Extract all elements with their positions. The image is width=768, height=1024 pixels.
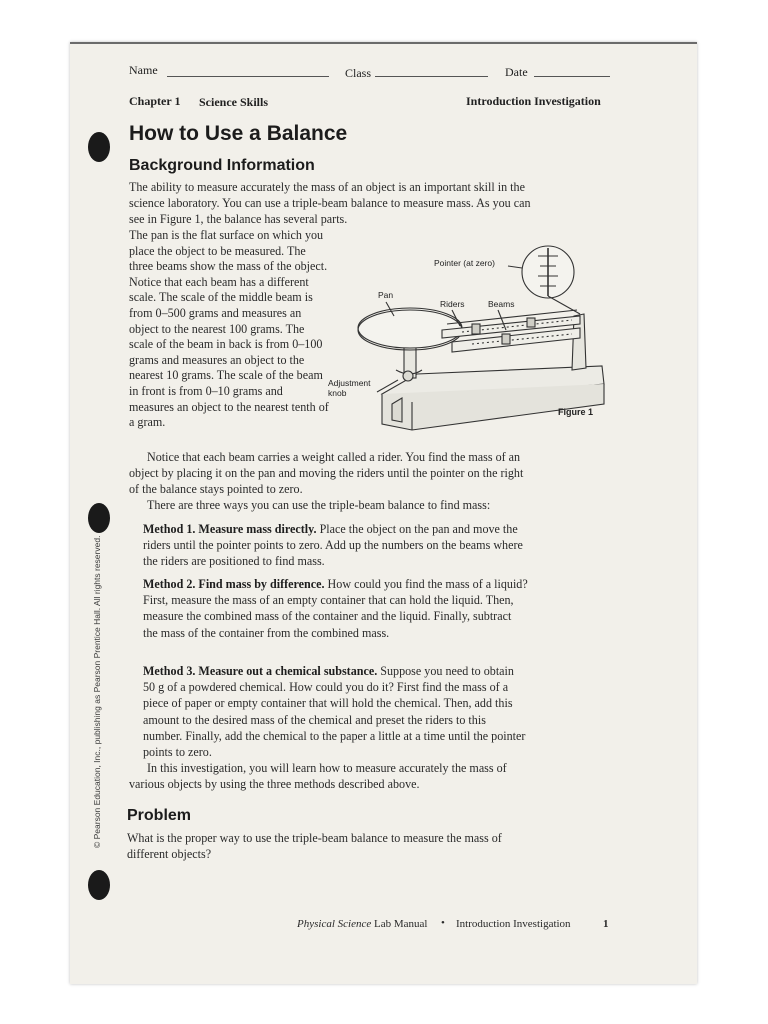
date-label: Date (505, 65, 528, 79)
binder-hole (88, 870, 110, 900)
balance-figure (322, 244, 612, 436)
binder-hole (88, 503, 110, 533)
pan-label: Pan (378, 290, 394, 300)
knob-label-line2: knob (328, 388, 347, 398)
knob-label-line1: Adjustment (328, 378, 371, 388)
closing-paragraph: In this investigation, you will learn how to measure accurately the mass of various objects by using the three methods described above. (129, 761, 507, 792)
scales-paragraph: The pan is the flat surface on which you place the object to be measured. The three beams show the mass of the object. Notice that each beam has a different scale. The scale of the middle beam is from 0–500 grams and measures an object to the nearest 100 grams. The scale of the beam in back is from 0–100 grams and measures an object to the nearest 10 grams. The scale of the beam in front is from 0–10 grams and measures an object to the nearest tenth of a gram. (129, 228, 329, 430)
footer-book: Physical Science (297, 918, 372, 930)
name-label: Name (129, 63, 158, 77)
figure-caption: Figure 1 (558, 407, 594, 417)
beams-label: Beams (488, 299, 515, 309)
date-field[interactable] (534, 76, 610, 77)
problem-heading: Problem (127, 807, 192, 824)
page-number: 1 (603, 918, 609, 930)
page-title: How to Use a Balance (129, 122, 348, 145)
method-2-text: How could you find the mass of a liquid? First, measure the mass of an empty container that can hold the liquid. Then, measure the combined mass of the container and the liquid. Finally, subtract the mass of the container from the combined mass. (143, 577, 528, 640)
method-3-title: Method 3. Measure out a chemical substance. (143, 664, 378, 678)
problem-text: What is the proper way to use the triple-beam balance to measure the mass of different objects? (127, 831, 502, 862)
method-1-title: Method 1. Measure mass directly. (143, 522, 317, 536)
copyright-notice: © Pearson Education, Inc., publishing as Pearson Prentice Hall. All rights reserved. (92, 535, 102, 848)
intro-paragraph: The ability to measure accurately the mass of an object is an important skill in the science laboratory. You can use a triple-beam balance to measure mass. As you can see in Figure 1, the balance has several parts. (129, 180, 531, 227)
footer-bullet: • (441, 917, 445, 929)
footer-section: Introduction Investigation (456, 918, 571, 930)
binder-hole (88, 132, 110, 162)
class-field[interactable] (375, 76, 488, 77)
method-3-text: Suppose you need to obtain 50 g of a powdered chemical. How could you do it? First find the mass of a piece of paper or empty container that will hold the chemical. Then, add this amount to the desired mass of the chemical and preset the riders to this number. Finally, add the chemical to the paper a little at a time until the pointer points to zero. (143, 664, 526, 760)
chapter-title: Science Skills (199, 95, 269, 109)
background-heading: Background Information (129, 157, 315, 174)
methods-intro: There are three ways you can use the triple-beam balance to find mass: (147, 498, 491, 512)
class-label: Class (345, 66, 372, 80)
method-3 (143, 663, 528, 760)
section-label: Introduction Investigation (466, 94, 601, 108)
chapter-number: Chapter 1 (129, 94, 181, 108)
pointer-label: Pointer (at zero) (434, 258, 495, 268)
method-2-title: Method 2. Find mass by difference. (143, 577, 325, 591)
name-field[interactable] (167, 76, 329, 77)
method-2 (143, 576, 528, 641)
riders-label: Riders (440, 299, 465, 309)
method-1-text: Place the object on the pan and move the riders until the pointer points to zero. Add up the numbers on the beams where the riders are positioned to find mass. (143, 522, 523, 569)
rider-paragraph: Notice that each beam carries a weight called a rider. You find the mass of an object by placing it on the pan and moving the riders until the pointer on the right of the balance stays pointed to zero. (129, 450, 524, 497)
footer-manual: Lab Manual (371, 918, 428, 930)
method-1 (143, 521, 528, 570)
page-footer (297, 918, 427, 930)
